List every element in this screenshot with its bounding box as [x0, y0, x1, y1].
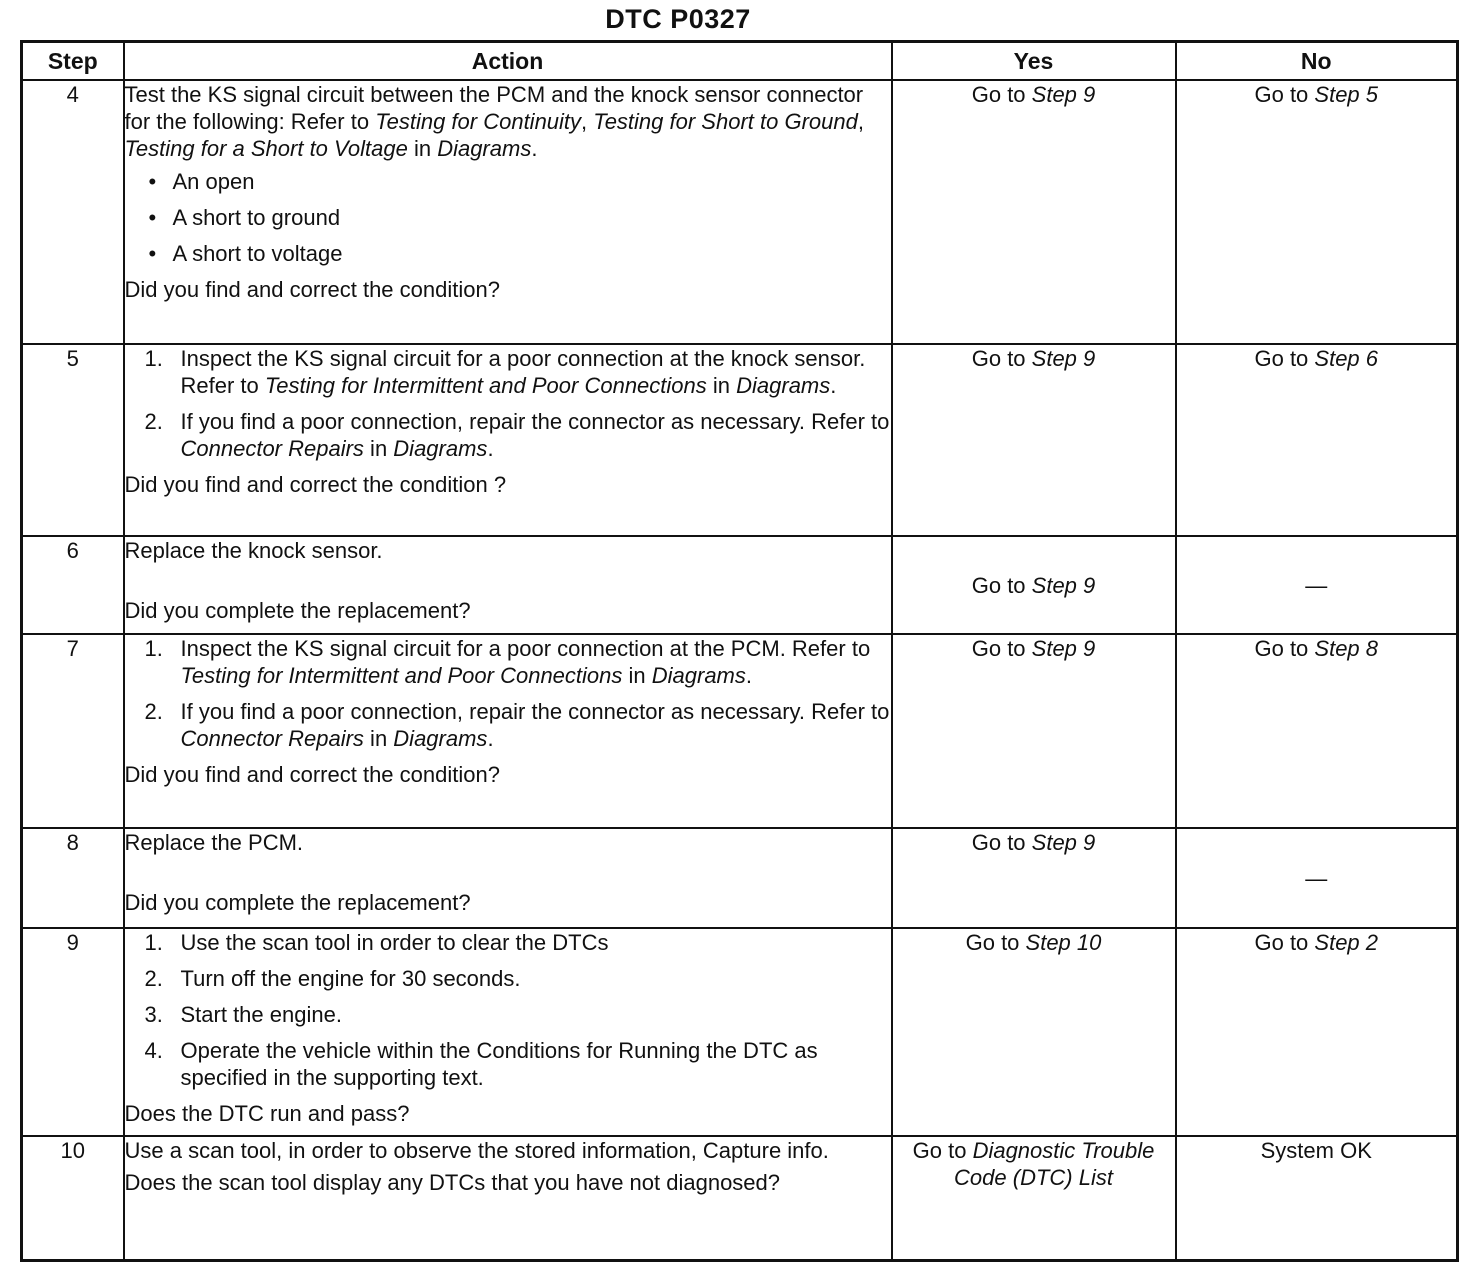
condition-list — [125, 168, 891, 267]
list-number: 2. — [144, 966, 163, 992]
action-cell — [124, 634, 892, 828]
italic-ref: Step 8 — [1314, 636, 1379, 662]
header-yes: Yes — [892, 42, 1176, 81]
step-cell: 5 — [22, 344, 124, 536]
text-run: , — [857, 109, 864, 134]
action-cell — [124, 344, 892, 536]
header-action: Action — [124, 42, 892, 81]
action-instruction — [125, 537, 891, 564]
action-question: Did you complete the replacement? — [124, 598, 471, 624]
step-cell: 9 — [22, 928, 124, 1136]
text-run: — — [1305, 572, 1328, 598]
step-cell: 4 — [22, 80, 124, 344]
action-cell — [124, 80, 892, 344]
spacer — [125, 564, 891, 597]
italic-ref: Step 5 — [1314, 82, 1379, 107]
text-run: Use the scan tool in order to clear the DTCs — [180, 930, 609, 956]
italic-ref: Testing for Short to Ground — [593, 109, 858, 134]
italic-ref: Connector Repairs — [180, 436, 364, 462]
list-item — [125, 929, 891, 956]
text-run: — — [1305, 865, 1328, 891]
italic-ref: Testing for Intermittent and Poor Connections — [264, 373, 707, 399]
action-cell — [124, 828, 892, 928]
text-run: Test the KS signal circuit between the PCM and the knock sensor connector for the following: Refer to — [124, 82, 864, 134]
italic-ref: Diagnostic Trouble Code (DTC) List — [954, 1138, 1155, 1191]
text-run: Go to — [971, 636, 1032, 662]
no-cell — [1176, 344, 1458, 536]
text-run: in — [363, 726, 394, 752]
no-cell — [1176, 928, 1458, 1136]
text-run: in — [706, 373, 737, 399]
procedure-list — [125, 345, 891, 462]
table-row — [22, 928, 1458, 1136]
yes-cell — [892, 80, 1176, 344]
action-question: Did you find and correct the condition ? — [124, 472, 507, 498]
text-run: Go to — [971, 572, 1032, 598]
text-run: . — [487, 726, 494, 752]
text-run: Replace the PCM. — [124, 830, 304, 856]
italic-ref: Step 9 — [1031, 830, 1096, 856]
yes-cell — [892, 1136, 1176, 1260]
action-question: Does the scan tool display any DTCs that you have not diagnosed? — [124, 1170, 781, 1196]
list-number: 3. — [144, 1002, 163, 1028]
action-cell — [124, 1136, 892, 1260]
italic-ref: Step 6 — [1314, 346, 1379, 372]
list-number: 1. — [144, 636, 163, 662]
step-cell: 10 — [22, 1136, 124, 1260]
table-row — [22, 828, 1458, 928]
spacer — [125, 856, 891, 889]
italic-ref: Step 9 — [1031, 82, 1096, 107]
italic-ref: Diagrams — [393, 726, 488, 752]
action-instruction — [125, 1137, 891, 1164]
header-step: Step — [22, 42, 124, 81]
text-run: Go to — [1254, 930, 1315, 956]
action-question: Does the DTC run and pass? — [124, 1101, 410, 1127]
yes-cell — [892, 634, 1176, 828]
italic-ref: Step 10 — [1025, 930, 1102, 956]
text-run: Use a scan tool, in order to observe the stored information, Capture info. — [124, 1138, 829, 1164]
action-cell — [124, 536, 892, 634]
no-cell — [1176, 1136, 1458, 1260]
table-header-row — [22, 42, 1458, 81]
action-instruction — [125, 829, 891, 856]
list-item — [125, 1001, 891, 1028]
list-item: • A short to voltage — [149, 240, 891, 267]
italic-ref: Testing for Intermittent and Poor Connections — [180, 663, 623, 689]
step-cell: 8 — [22, 828, 124, 928]
page-title: DTC P0327 — [605, 4, 751, 34]
text-run: Go to — [1254, 82, 1315, 107]
procedure-list — [125, 929, 891, 1091]
list-item: • A short to ground — [149, 204, 891, 231]
italic-ref: Diagrams — [437, 136, 532, 161]
text-run: Go to — [1254, 346, 1315, 372]
header-no: No — [1176, 42, 1458, 81]
no-cell — [1176, 80, 1458, 344]
list-item: • An open — [149, 168, 891, 195]
list-number: 1. — [144, 930, 163, 956]
table-row — [22, 536, 1458, 634]
table-body — [22, 80, 1458, 1261]
text-run: Replace the knock sensor. — [124, 538, 383, 564]
list-item — [125, 635, 891, 689]
text-run: in — [363, 436, 394, 462]
text-run: Go to — [965, 930, 1026, 956]
text-run: . — [531, 136, 538, 161]
step-cell: 7 — [22, 634, 124, 828]
table-row — [22, 1136, 1458, 1260]
table-row — [22, 344, 1458, 536]
yes-cell — [892, 828, 1176, 928]
list-item — [125, 698, 891, 752]
text-run: Go to — [971, 830, 1032, 856]
action-question: Did you find and correct the condition? — [124, 762, 500, 788]
text-run: . — [487, 436, 494, 462]
italic-ref: Step 2 — [1314, 930, 1379, 956]
italic-ref: Diagrams — [393, 436, 488, 462]
yes-cell — [892, 536, 1176, 634]
no-cell — [1176, 634, 1458, 828]
text-run: Start the engine. — [180, 1002, 342, 1028]
list-number: 2. — [144, 409, 163, 435]
list-number: 4. — [144, 1038, 163, 1064]
list-item — [125, 1037, 891, 1091]
diagnostic-table — [20, 40, 1459, 1262]
italic-ref: Step 9 — [1031, 572, 1096, 598]
text-run: , — [581, 109, 594, 134]
text-run: System OK — [1260, 1138, 1372, 1164]
text-run: If you find a poor connection, repair the connector as necessary. Refer to — [180, 409, 890, 435]
text-run: . — [745, 663, 753, 689]
procedure-list — [125, 635, 891, 752]
italic-ref: Connector Repairs — [180, 726, 364, 752]
list-number: 2. — [144, 699, 163, 725]
italic-ref: Diagrams — [736, 373, 831, 399]
italic-ref: Diagrams — [651, 663, 746, 689]
text-run: If you find a poor connection, repair the connector as necessary. Refer to — [180, 699, 890, 725]
text-run: in — [622, 663, 652, 689]
italic-ref: Testing for a Short to Voltage — [124, 136, 408, 161]
text-run: Turn off the engine for 30 seconds. — [180, 966, 521, 992]
list-item — [125, 965, 891, 992]
text-run: Go to — [971, 82, 1032, 107]
text-run: in — [407, 136, 438, 161]
action-question: Did you find and correct the condition? — [124, 277, 500, 302]
list-item — [125, 408, 891, 462]
no-cell — [1176, 536, 1458, 634]
action-cell — [124, 928, 892, 1136]
list-item — [125, 345, 891, 399]
text-run: Go to — [912, 1138, 973, 1164]
text-run: Inspect the KS signal circuit for a poor connection at the knock sensor. Refer to — [180, 346, 866, 399]
italic-ref: Testing for Continuity — [375, 109, 582, 134]
text-run: Inspect the KS signal circuit for a poor connection at the PCM. Refer to — [180, 636, 871, 662]
text-run: . — [830, 373, 837, 399]
yes-cell — [892, 344, 1176, 536]
step-cell: 6 — [22, 536, 124, 634]
text-run: Operate the vehicle within the Conditions for Running the DTC as specified in the supporting text. — [180, 1038, 818, 1091]
list-number: 1. — [144, 346, 163, 372]
text-run: Go to — [1254, 636, 1315, 662]
action-instruction — [125, 81, 891, 162]
yes-cell — [892, 928, 1176, 1136]
no-cell — [1176, 828, 1458, 928]
italic-ref: Step 9 — [1031, 636, 1096, 662]
table-row — [22, 634, 1458, 828]
text-run: Go to — [971, 346, 1032, 372]
italic-ref: Step 9 — [1031, 346, 1096, 372]
table-row — [22, 80, 1458, 344]
action-question: Did you complete the replacement? — [124, 890, 471, 916]
